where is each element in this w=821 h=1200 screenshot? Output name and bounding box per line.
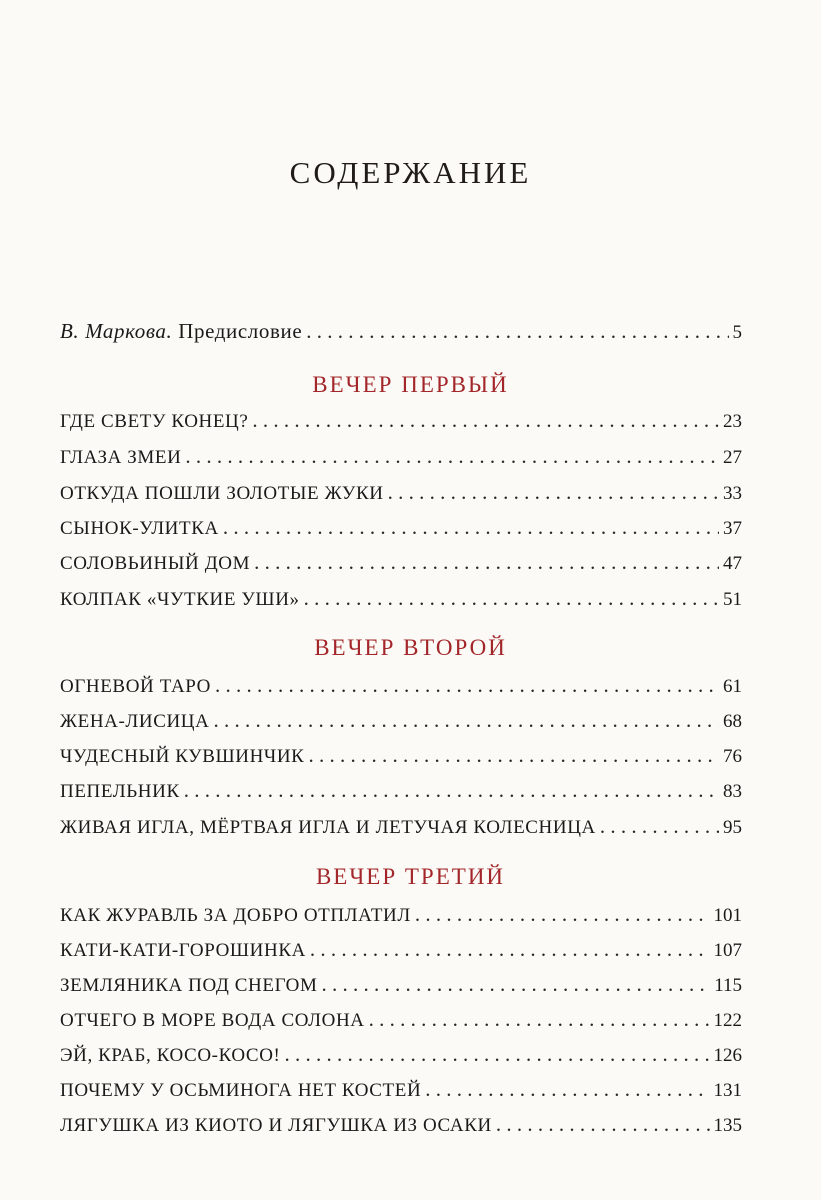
leader-dots — [185, 441, 719, 471]
toc-entry-title: ПОЧЕМУ У ОСЬМИНОГА НЕТ КОСТЕЙ — [60, 1080, 422, 1101]
leader-dots — [304, 583, 719, 613]
leader-dots — [496, 1109, 710, 1139]
toc-entry — [60, 583, 742, 613]
page-number: 61 — [723, 676, 742, 697]
leader-dots — [223, 512, 719, 542]
toc-entry — [60, 670, 742, 700]
toc-entry-title: СОЛОВЬИНЫЙ ДОМ — [60, 553, 251, 574]
preface-author: В. Маркова. — [60, 319, 173, 343]
toc-entry-title: ЖЕНА-ЛИСИЦА — [60, 711, 210, 732]
leader-dots — [322, 969, 711, 999]
toc-entry — [60, 705, 742, 735]
page-number: 37 — [723, 518, 742, 539]
leader-dots — [306, 316, 728, 346]
page-number: 47 — [723, 553, 742, 574]
leader-dots — [310, 934, 710, 964]
leader-dots — [284, 1039, 709, 1069]
leader-dots — [425, 1074, 709, 1104]
page-number: 5 — [732, 322, 742, 343]
toc-entry — [60, 547, 742, 577]
leader-dots — [252, 405, 719, 435]
page-number: 23 — [723, 411, 742, 432]
toc-entry — [60, 1039, 742, 1069]
section-heading: ВЕЧЕР ТРЕТИЙ — [315, 864, 506, 889]
toc-entry — [60, 934, 742, 964]
toc-entry — [60, 441, 742, 471]
leader-dots — [369, 1004, 710, 1034]
leader-dots — [213, 705, 719, 735]
toc-entry-title: ГЛАЗА ЗМЕИ — [60, 447, 182, 468]
toc-entry — [60, 1109, 742, 1139]
page-number: 126 — [713, 1045, 742, 1066]
toc-entry — [60, 512, 742, 542]
toc-entry-title: КОЛПАК «ЧУТКИЕ УШИ» — [60, 589, 300, 610]
page-number: 131 — [713, 1080, 742, 1101]
toc-entry — [60, 740, 742, 770]
toc-entry-title: ОГНЕВОЙ ТАРО — [60, 676, 211, 697]
section-heading: ВЕЧЕР ВТОРОЙ — [314, 635, 507, 660]
leader-dots — [388, 477, 719, 507]
toc-entry-title: СЫНОК-УЛИТКА — [60, 518, 219, 539]
page-number: 115 — [714, 975, 742, 996]
page-title: СОДЕРЖАНИЕ — [289, 155, 532, 190]
section-heading: ВЕЧЕР ПЕРВЫЙ — [312, 372, 509, 397]
page-number: 122 — [713, 1010, 742, 1031]
preface-label: Предисловие — [178, 319, 303, 343]
toc-entry-title: ОТКУДА ПОШЛИ ЗОЛОТЫЕ ЖУКИ — [60, 483, 384, 504]
page-number: 95 — [723, 817, 742, 838]
toc-entry-title: ОТЧЕГО В МОРЕ ВОДА СОЛОНА — [60, 1010, 365, 1031]
leader-dots — [415, 899, 710, 929]
leader-dots — [184, 775, 719, 805]
toc-entry-text — [60, 316, 302, 346]
leader-dots — [600, 811, 719, 841]
toc-entry-title: ГДЕ СВЕТУ КОНЕЦ? — [60, 411, 249, 432]
toc-entry-title: ЗЕМЛЯНИКА ПОД СНЕГОМ — [60, 975, 318, 996]
page-number: 51 — [723, 589, 742, 610]
toc-entry-title: ЧУДЕСНЫЙ КУВШИНЧИК — [60, 746, 305, 767]
page-number: 68 — [723, 711, 742, 732]
toc-entry-title: ПЕПЕЛЬНИК — [60, 781, 180, 802]
toc-entry — [60, 477, 742, 507]
page-number: 83 — [723, 781, 742, 802]
toc-entry-title: КАТИ-КАТИ-ГОРОШИНКА — [60, 940, 306, 961]
page-number: 76 — [723, 746, 742, 767]
toc-entry-title: ЭЙ, КРАБ, КОСО-КОСО! — [60, 1045, 281, 1066]
page-number: 107 — [713, 940, 742, 961]
page-number: 135 — [713, 1115, 742, 1136]
page-number: 27 — [723, 447, 742, 468]
toc-entry-title: ЛЯГУШКА ИЗ КИОТО И ЛЯГУШКА ИЗ ОСАКИ — [60, 1115, 492, 1136]
page-number: 101 — [713, 905, 742, 926]
toc-entry — [60, 811, 742, 841]
toc-entry-title: КАК ЖУРАВЛЬ ЗА ДОБРО ОТПЛАТИЛ — [60, 905, 411, 926]
leader-dots — [308, 740, 719, 770]
toc-entry-preface — [60, 316, 742, 346]
page-number: 33 — [723, 483, 742, 504]
toc-entry — [60, 1074, 742, 1104]
toc-entry — [60, 969, 742, 999]
toc-entry — [60, 775, 742, 805]
toc-entry — [60, 405, 742, 435]
toc-entry-title: ЖИВАЯ ИГЛА, МЁРТВАЯ ИГЛА И ЛЕТУЧАЯ КОЛЕСНИЦА — [60, 817, 596, 838]
toc-entry — [60, 899, 742, 929]
leader-dots — [254, 547, 719, 577]
leader-dots — [215, 670, 719, 700]
toc-entry — [60, 1004, 742, 1034]
